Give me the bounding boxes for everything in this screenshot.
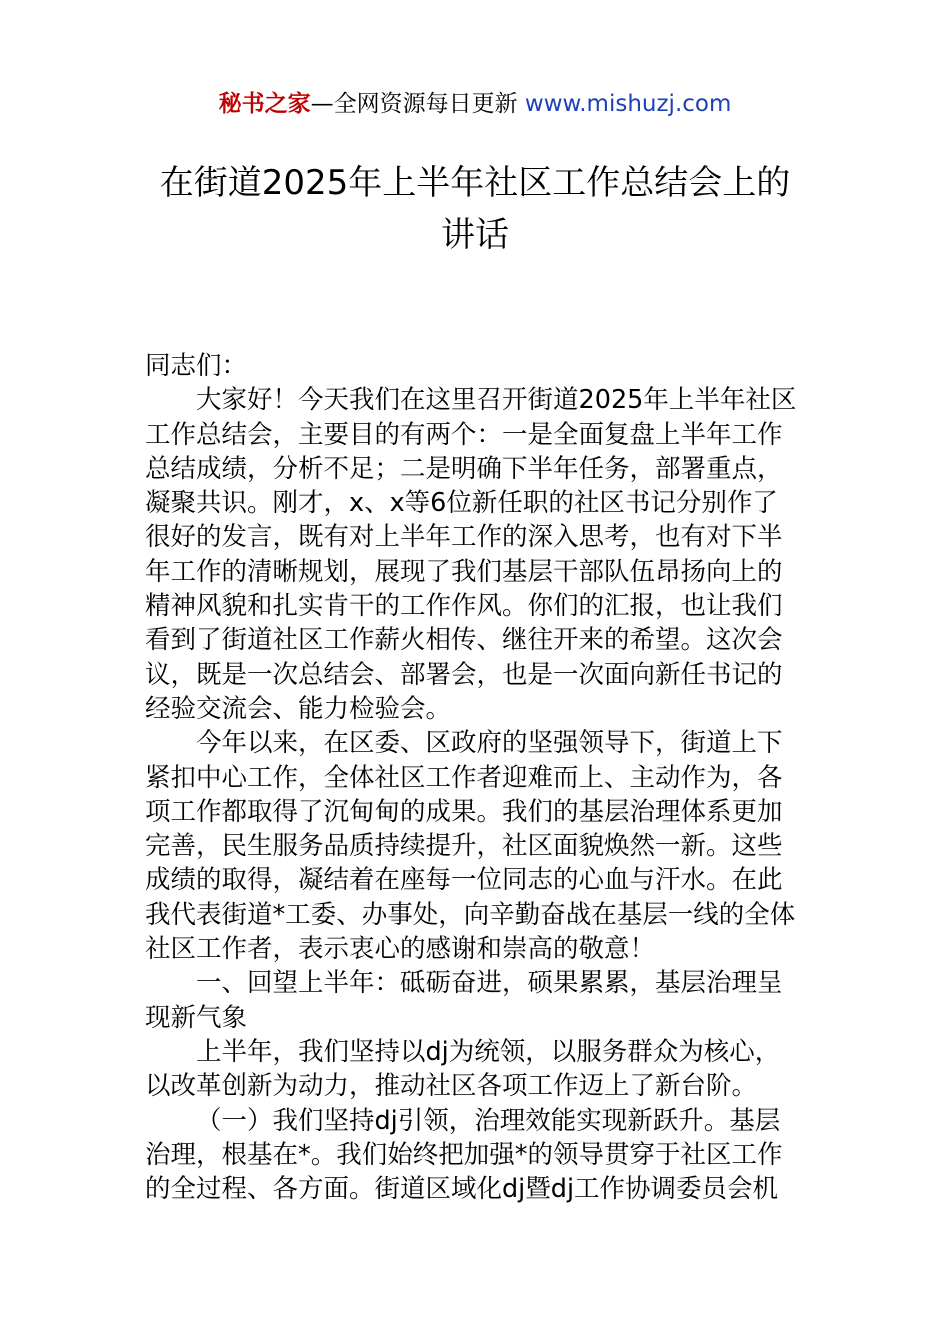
body-line: 社区工作者，表示衷心的感谢和崇高的敬意！: [145, 934, 656, 965]
header-brand: 秘书之家: [218, 91, 311, 117]
body-line: 的全过程、各方面。街道区域化dj暨dj工作协调委员会机: [145, 1174, 779, 1205]
body-line: 很好的发言，既有对上半年工作的深入思考，也有对下半: [145, 522, 783, 553]
body-line: 大家好！今天我们在这里召开街道2025年上半年社区: [196, 385, 797, 416]
body-line: 同志们：: [145, 351, 248, 381]
body-line: 现新气象: [145, 1002, 248, 1033]
header-tagline: —全网资源每日更新: [310, 91, 518, 117]
body-line: 一、回望上半年：砥砺奋进，硕果累累，基层治理呈: [196, 968, 783, 999]
title-line: 讲话: [441, 215, 509, 255]
document-title: [120, 157, 830, 261]
body-line: （一）我们坚持dj引领，治理效能实现新跃升。基层: [196, 1105, 781, 1136]
body-line: 治理，根基在*。我们始终把加强*的领导贯穿于社区工作: [145, 1139, 783, 1170]
title-line: 在街道2025年上半年社区工作总结会上的: [159, 163, 791, 203]
body-line: 以改革创新为动力，推动社区各项工作迈上了新台阶。: [145, 1071, 758, 1102]
body-line: 议，既是一次总结会、部署会，也是一次面向新任书记的: [145, 659, 783, 690]
body-line: 总结成绩，分析不足；二是明确下半年任务，部署重点，: [145, 453, 783, 484]
document-body: [145, 349, 810, 1206]
body-line: 精神风貌和扎实肯干的工作作风。你们的汇报，也让我们: [145, 591, 783, 622]
body-line: 年工作的清晰规划，展现了我们基层干部队伍昂扬向上的: [145, 556, 783, 587]
body-line: 成绩的取得，凝结着在座每一位同志的心血与汗水。在此: [145, 865, 783, 896]
body-line: 经验交流会、能力检验会。: [145, 693, 452, 724]
header-url[interactable]: www.mishuzj.com: [524, 91, 732, 117]
page-header: [0, 88, 950, 120]
body-line: 看到了街道社区工作薪火相传、继往开来的希望。这次会: [145, 625, 783, 656]
body-line: 完善，民生服务品质持续提升，社区面貌焕然一新。这些: [145, 831, 783, 862]
body-line: 我代表街道*工委、办事处，向辛勤奋战在基层一线的全体: [145, 899, 796, 930]
body-line: 项工作都取得了沉甸甸的成果。我们的基层治理体系更加: [145, 796, 783, 827]
body-line: 上半年，我们坚持以dj为统领，以服务群众为核心，: [196, 1036, 781, 1067]
body-line: 今年以来，在区委、区政府的坚强领导下，街道上下: [196, 728, 783, 759]
body-line: 工作总结会，主要目的有两个：一是全面复盘上半年工作: [145, 419, 783, 450]
body-line: 凝聚共识。刚才，x、x等6位新任职的社区书记分别作了: [145, 488, 778, 519]
body-line: 紧扣中心工作，全体社区工作者迎难而上、主动作为，各: [145, 762, 783, 793]
